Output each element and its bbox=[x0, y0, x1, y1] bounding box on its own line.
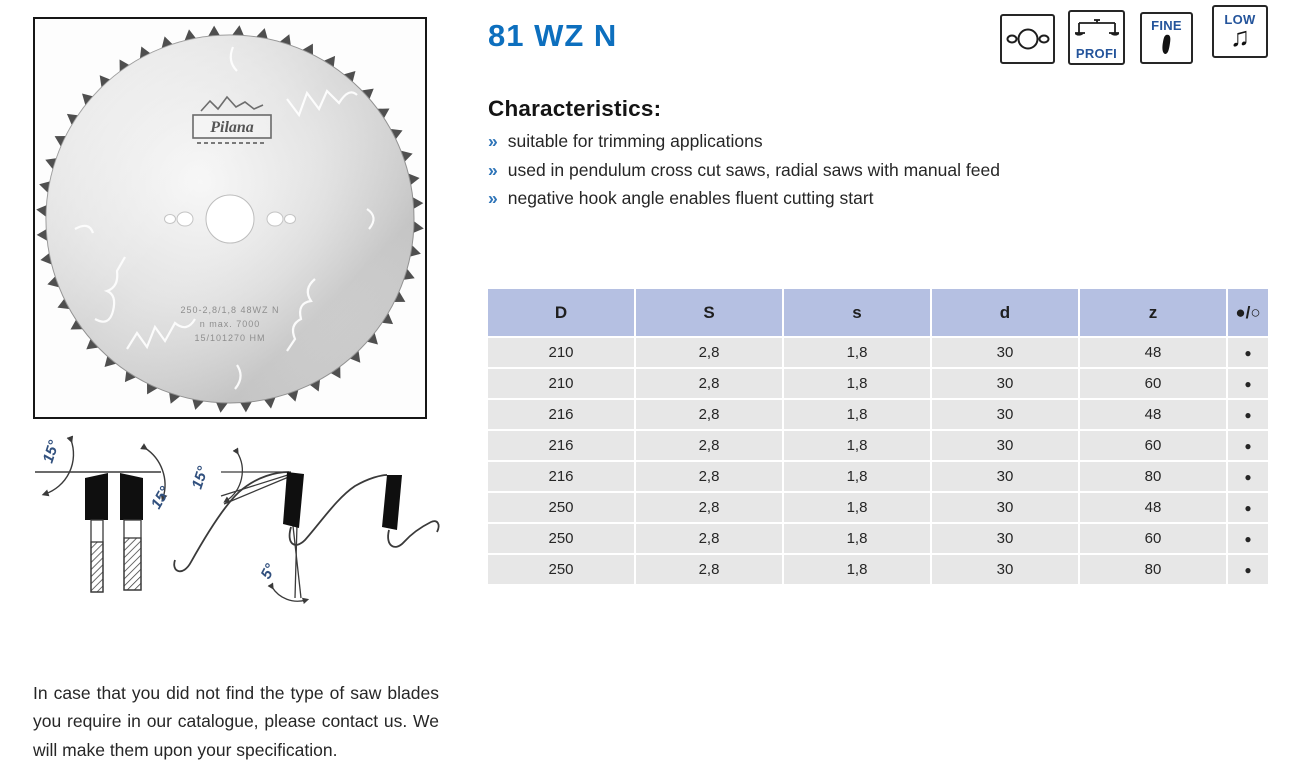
tooth-front-right bbox=[120, 473, 143, 520]
table-cell: 1,8 bbox=[784, 493, 930, 522]
table-cell: 80 bbox=[1080, 555, 1226, 584]
table-cell: 80 bbox=[1080, 462, 1226, 491]
profi-scale-icon bbox=[1068, 10, 1125, 65]
availability-dot-cell: ● bbox=[1228, 462, 1268, 491]
spec-table bbox=[488, 289, 1268, 584]
angle-label: 15° bbox=[39, 438, 63, 466]
pilana-logo-text: Pilana bbox=[210, 119, 254, 136]
table-cell: 2,8 bbox=[636, 338, 782, 367]
characteristic-text: used in pendulum cross cut saws, radial saws with manual feed bbox=[507, 159, 1000, 180]
availability-dot-cell: ● bbox=[1228, 400, 1268, 429]
table-cell: 210 bbox=[488, 369, 634, 398]
table-cell: 210 bbox=[488, 338, 634, 367]
bullet-chevron-icon: » bbox=[488, 188, 498, 208]
bullet-chevron-icon: » bbox=[488, 159, 498, 180]
table-cell: 60 bbox=[1080, 524, 1226, 553]
profi-label: PROFI bbox=[1075, 45, 1118, 61]
table-header-cell: z bbox=[1080, 289, 1226, 336]
table-cell: 60 bbox=[1080, 369, 1226, 398]
table-cell: 30 bbox=[932, 338, 1078, 367]
tooth-shanks bbox=[91, 520, 141, 592]
table-cell: 216 bbox=[488, 400, 634, 429]
table-cell: 250 bbox=[488, 555, 634, 584]
table-cell: 1,8 bbox=[784, 338, 930, 367]
fine-tooth-glyph bbox=[1157, 33, 1177, 57]
table-cell: 1,8 bbox=[784, 369, 930, 398]
availability-dot-cell: ● bbox=[1228, 338, 1268, 367]
characteristics-heading: Characteristics: bbox=[488, 96, 662, 121]
table-cell: 1,8 bbox=[784, 431, 930, 460]
characteristic-text: negative hook angle enables fluent cutting start bbox=[507, 188, 874, 208]
side-view-diagram bbox=[174, 452, 438, 601]
fine-cut-icon bbox=[1140, 12, 1193, 64]
table-cell: 48 bbox=[1080, 400, 1226, 429]
table-header-cell: D bbox=[488, 289, 634, 336]
characteristic-item bbox=[488, 156, 1208, 185]
table-cell: 1,8 bbox=[784, 400, 930, 429]
table-header-cell: s bbox=[784, 289, 930, 336]
table-cell: 60 bbox=[1080, 431, 1226, 460]
table-cell: 1,8 bbox=[784, 462, 930, 491]
table-header-cell: d bbox=[932, 289, 1078, 336]
page-title: 81 WZ N bbox=[488, 18, 618, 53]
angle-label: 5° bbox=[257, 561, 280, 582]
table-cell: 1,8 bbox=[784, 524, 930, 553]
blade-etch-line1: 250-2,8/1,8 48WZ N bbox=[180, 305, 280, 315]
availability-dot-cell: ● bbox=[1228, 524, 1268, 553]
saw-blade-photo bbox=[33, 17, 427, 419]
bore-hole bbox=[206, 195, 254, 243]
table-cell: 2,8 bbox=[636, 431, 782, 460]
angle-label: 15° bbox=[147, 483, 174, 512]
availability-dot-cell: ● bbox=[1228, 431, 1268, 460]
table-cell: 216 bbox=[488, 431, 634, 460]
low-noise-icon bbox=[1212, 5, 1268, 58]
blade-etch-line3: 15/101270 HM bbox=[194, 333, 266, 343]
music-note-icon: ♫ bbox=[1229, 22, 1251, 52]
table-cell: 2,8 bbox=[636, 400, 782, 429]
table-cell: 216 bbox=[488, 462, 634, 491]
table-cell: 30 bbox=[932, 462, 1078, 491]
angle-label: 15° bbox=[188, 464, 212, 492]
characteristics-list bbox=[488, 127, 1208, 213]
blade-etch-line2: n max. 7000 bbox=[199, 319, 261, 329]
saw-blade-image bbox=[35, 19, 425, 417]
table-cell: 30 bbox=[932, 369, 1078, 398]
table-header-cell: ●/○ bbox=[1228, 289, 1268, 336]
table-cell: 2,8 bbox=[636, 493, 782, 522]
table-cell: 30 bbox=[932, 400, 1078, 429]
table-cell: 250 bbox=[488, 524, 634, 553]
bore-icon bbox=[1000, 14, 1055, 64]
table-cell: 2,8 bbox=[636, 462, 782, 491]
table-cell: 30 bbox=[932, 493, 1078, 522]
table-cell: 2,8 bbox=[636, 555, 782, 584]
characteristic-item bbox=[488, 127, 1208, 156]
table-cell: 30 bbox=[932, 555, 1078, 584]
footer-note: In case that you did not find the type of saw blades you require in our catalogue, please contact us. We will make them upon your specification. bbox=[33, 682, 439, 760]
characteristic-text: suitable for trimming applications bbox=[507, 131, 763, 151]
table-cell: 2,8 bbox=[636, 524, 782, 553]
table-cell: 30 bbox=[932, 524, 1078, 553]
fine-label: FINE bbox=[1151, 18, 1182, 33]
table-cell: 1,8 bbox=[784, 555, 930, 584]
tooth-geometry-diagrams bbox=[25, 430, 455, 635]
table-header-cell: S bbox=[636, 289, 782, 336]
table-cell: 250 bbox=[488, 493, 634, 522]
characteristic-item bbox=[488, 184, 1208, 213]
availability-dot-cell: ● bbox=[1228, 369, 1268, 398]
table-cell: 48 bbox=[1080, 338, 1226, 367]
tooth-front-left bbox=[85, 473, 108, 520]
table-cell: 30 bbox=[932, 431, 1078, 460]
bullet-chevron-icon: » bbox=[488, 131, 498, 151]
table-cell: 2,8 bbox=[636, 369, 782, 398]
low-label: LOW bbox=[1224, 12, 1256, 27]
availability-dot-cell: ● bbox=[1228, 493, 1268, 522]
balance-scale-icon bbox=[1075, 17, 1119, 47]
table-cell: 48 bbox=[1080, 493, 1226, 522]
tooth-profile-right bbox=[382, 475, 402, 530]
tooth-profile-left bbox=[283, 472, 304, 528]
availability-dot-cell: ● bbox=[1228, 555, 1268, 584]
